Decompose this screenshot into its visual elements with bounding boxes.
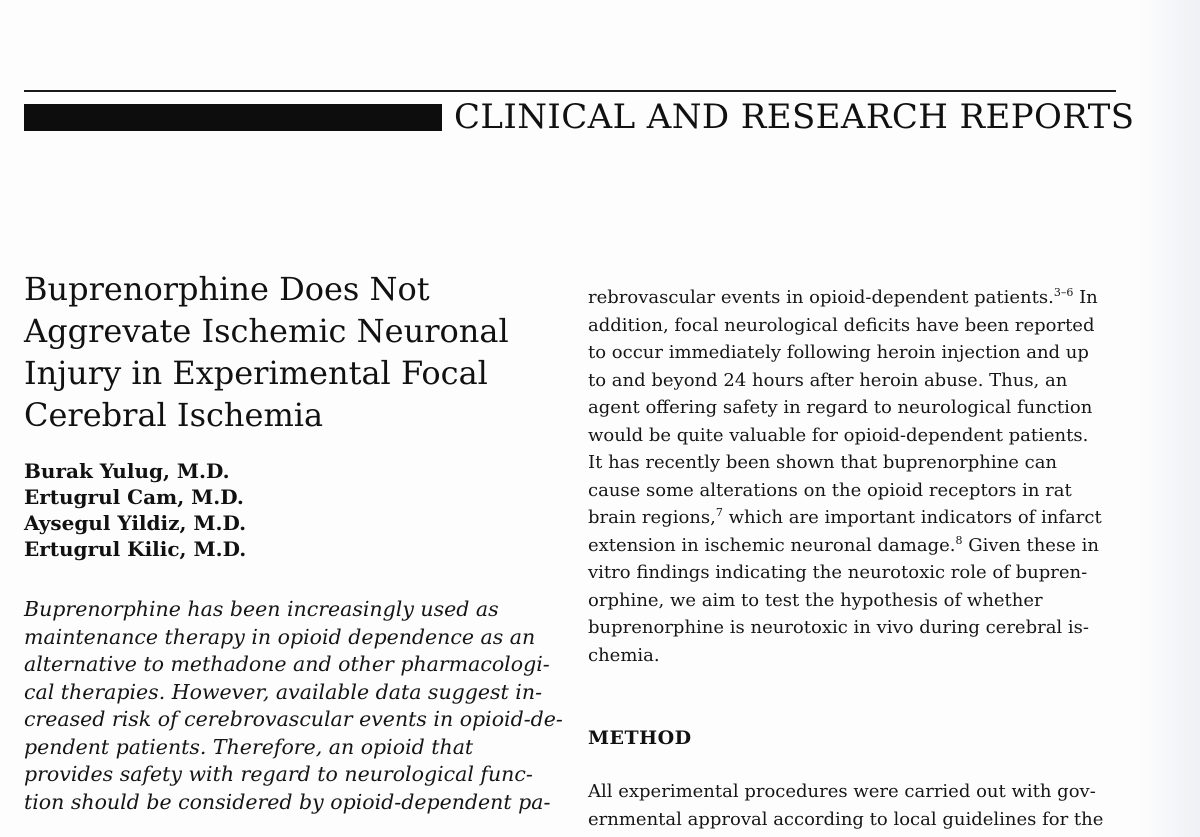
abstract-line: provides safety with regard to neurological func- bbox=[24, 762, 533, 786]
body-line bbox=[588, 284, 1128, 312]
author-name: Burak Yulug, M.D. bbox=[24, 459, 230, 483]
body-line: chemia. bbox=[588, 644, 660, 666]
body-line: cause some alterations on the opioid receptors in rat bbox=[588, 479, 1072, 501]
citation-ref: 8 bbox=[955, 533, 963, 547]
body-text: rebrovascular events in opioid-dependent patients. bbox=[588, 287, 1054, 308]
article-title-line: Buprenorphine Does Not bbox=[24, 270, 430, 308]
body-text: which are important indicators of infarct bbox=[722, 507, 1102, 528]
body-line: vitro findings indicating the neurotoxic role of bupren- bbox=[588, 562, 1088, 583]
abstract-line: cal therapies. However, available data suggest in- bbox=[24, 679, 542, 704]
body-line: It has recently been shown that buprenorphine can bbox=[588, 452, 1058, 473]
body-line: orphine, we aim to test the hypothesis of whether bbox=[588, 589, 1043, 611]
article-title-line: Aggrevate Ischemic Neuronal bbox=[24, 312, 509, 350]
body-text: brain regions, bbox=[588, 507, 716, 528]
abstract-line: Buprenorphine has been increasingly used as bbox=[24, 597, 499, 621]
body-line: would be quite valuable for opioid-dependent patients. bbox=[588, 424, 1089, 446]
author-name: Aysegul Yildiz, M.D. bbox=[24, 511, 247, 535]
author-list bbox=[24, 458, 324, 562]
citation-ref: 7 bbox=[715, 506, 723, 519]
body-line: agent offering safety in regard to neurological function bbox=[588, 397, 1093, 418]
abstract bbox=[24, 596, 564, 816]
section-heading: CLINICAL AND RESEARCH REPORTS bbox=[454, 97, 1135, 137]
body-line bbox=[588, 532, 1128, 560]
body-line: to and beyond 24 hours after heroin abuse. Thus, an bbox=[588, 369, 1068, 391]
abstract-line: tion should be considered by opioid-dependent pa- bbox=[24, 789, 551, 814]
abstract-line: maintenance therapy in opioid dependence as an bbox=[24, 624, 536, 649]
author-name: Ertugrul Kilic, M.D. bbox=[24, 537, 247, 561]
article-title-line: Injury in Experimental Focal bbox=[24, 354, 488, 392]
introduction-text bbox=[588, 284, 1128, 669]
body-line: to occur immediately following heroin injection and up bbox=[588, 342, 1089, 363]
body-text: In bbox=[1073, 287, 1098, 308]
body-line: addition, focal neurological deficits have been reported bbox=[588, 314, 1095, 336]
body-text: extension in ischemic neuronal damage. bbox=[588, 534, 956, 556]
citation-ref: 3–6 bbox=[1053, 286, 1074, 299]
body-line: All experimental procedures were carried out with gov- bbox=[588, 781, 1096, 802]
body-line: ernmental approval according to local guidelines for the bbox=[588, 808, 1104, 830]
scan-edge-shadow bbox=[1140, 0, 1200, 837]
author-name: Ertugrul Cam, M.D. bbox=[24, 485, 244, 509]
article-title-line: Cerebral Ischemia bbox=[24, 396, 324, 434]
method-heading: METHOD bbox=[588, 727, 692, 749]
article-title bbox=[24, 268, 564, 436]
body-line bbox=[588, 504, 1128, 532]
header-black-bar bbox=[24, 104, 442, 131]
header-rule bbox=[24, 90, 1116, 92]
abstract-line: pendent patients. Therefore, an opioid that bbox=[24, 734, 474, 759]
body-text: Given these in bbox=[962, 534, 1099, 556]
abstract-line: creased risk of cerebrovascular events in opioid-de- bbox=[24, 707, 563, 731]
method-text bbox=[588, 778, 1128, 833]
abstract-line: alternative to methadone and other pharmacologi- bbox=[24, 652, 550, 676]
body-line: buprenorphine is neurotoxic in vivo during cerebral is- bbox=[588, 617, 1089, 638]
